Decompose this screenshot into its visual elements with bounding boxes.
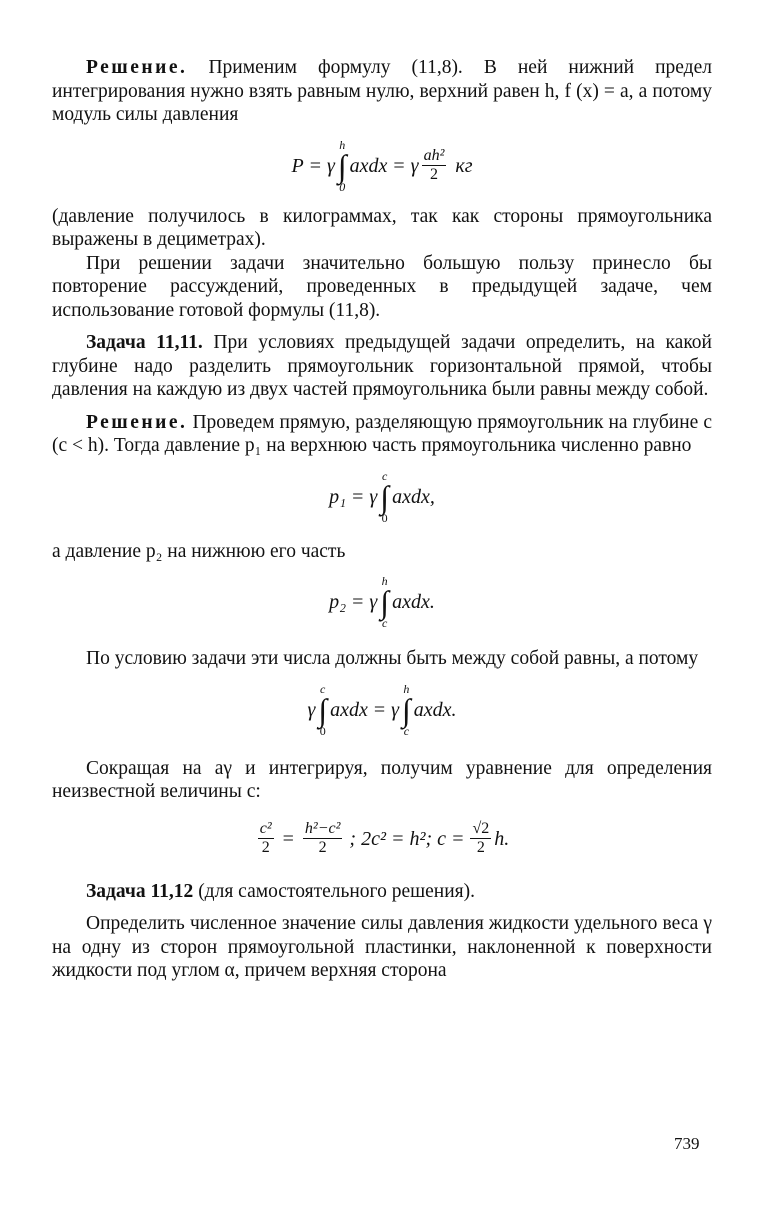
fraction-numerator: √2	[472, 820, 490, 837]
integral-sign-icon: ∫	[318, 691, 328, 728]
integrand: axdx,	[392, 485, 435, 508]
gamma-symbol: γ	[391, 698, 400, 721]
integral-sign-icon: ∫	[380, 478, 390, 515]
fraction-numerator: ah²	[423, 147, 445, 164]
integrand: axdx.	[392, 591, 435, 613]
problem-11-11	[52, 331, 712, 402]
gamma-symbol: γ	[307, 698, 316, 721]
equation-middle: ; 2c² = h²; c =	[349, 827, 465, 850]
integrand: axdx	[349, 154, 388, 177]
problem-text: (для самостоятельного решения).	[193, 880, 475, 902]
gamma-symbol: γ	[369, 485, 378, 508]
fraction-denominator: 2	[429, 166, 438, 183]
integral-lower: c	[382, 616, 388, 630]
page-number: 739	[674, 1134, 700, 1153]
integrand: axdx.	[413, 698, 457, 721]
solution-paragraph-1	[52, 56, 712, 127]
formula-p1: p₁ = γ c ∫ 0 axdx,	[329, 468, 435, 525]
integral	[380, 470, 389, 524]
fraction-numerator: c²	[259, 820, 272, 837]
integral	[380, 575, 389, 629]
unit: кг	[455, 154, 473, 177]
problem-text: При условиях предыдущей задачи определить, на какой глубине надо разделить прямоугольник горизонтальной прямой, чтобы давления на каждую из двух частей прямоугольника были равны между собой.	[52, 332, 712, 400]
formula-lhs: p₁	[329, 485, 347, 508]
paragraph-condition: По условию задачи эти числа должны быть между собой равны, а потому	[86, 648, 699, 669]
integral-sign-icon: ∫	[337, 147, 347, 184]
fraction	[258, 821, 274, 856]
integral	[338, 139, 347, 193]
solution-text: Применим формулу (11,8). В ней нижний предел интегрирования нужно взять равным нулю, верхний равен h, f (x) = a, а потому модуль силы давления	[52, 57, 712, 125]
solution-paragraph-2	[52, 411, 712, 458]
formula-pressure-force: P = γ h ∫ 0 axdx = γ $\frac{\text{ah²}}{2}$ кг	[291, 137, 473, 194]
problem-11-12	[52, 880, 712, 904]
gamma-symbol: γ	[326, 154, 335, 177]
formula-p2: p₂ = γ h ∫ c axdx.	[329, 574, 435, 630]
solution-text: Проведем прямую, разделяющую прямоугольник на глубине c (c < h). Тогда давление p₁ на верхнюю часть прямоугольника численно равно	[52, 411, 712, 456]
integral-sign-icon: ∫	[402, 691, 411, 728]
gamma-symbol: γ	[369, 591, 378, 613]
equation-tail: h.	[494, 827, 510, 850]
paragraph-remark: При решении задачи значительно большую пользу принесло бы повторение рассуждений, проведенных в предыдущей задаче, чем использование готовой формулы (11,8).	[52, 252, 712, 321]
formula-lhs: p₂	[329, 591, 347, 613]
paragraph-lower-part: а давление p₂ на нижнюю его часть	[52, 540, 346, 562]
page-content	[52, 56, 712, 983]
fraction	[303, 821, 343, 856]
fraction	[470, 821, 491, 856]
solution-label: Решение.	[86, 57, 188, 78]
gamma-symbol: γ	[410, 154, 419, 177]
problem-label: Задача 11,11.	[86, 332, 203, 353]
paragraph-reduce: Сокращая на aγ и интегрируя, получим уравнение для определения неизвестной величины c:	[52, 757, 712, 802]
integral-upper: h	[381, 574, 388, 588]
integral-upper: h	[339, 137, 346, 152]
fraction-denominator: 2	[476, 839, 485, 856]
integral-lower: 0	[319, 723, 326, 738]
paragraph-units: (давление получилось в килограммах, так как стороны прямоугольника выражены в дециметрах).	[52, 205, 712, 250]
fraction-denominator: 2	[318, 839, 327, 856]
integral-lower: 0	[381, 510, 388, 525]
integral-upper: c	[382, 468, 388, 483]
fraction	[422, 148, 447, 183]
formula-lhs: P	[291, 154, 304, 177]
integral-upper: h	[403, 681, 410, 696]
problem-label: Задача 11,12	[86, 880, 194, 902]
solution-label: Решение.	[86, 411, 188, 433]
formula-eq: =	[309, 154, 321, 177]
integral-lower: c	[403, 723, 410, 738]
integral-lower: 0	[339, 179, 346, 194]
integral-upper: c	[320, 681, 326, 696]
formula-equality: γ c ∫ 0 axdx = γ h ∫ c axdx.	[307, 681, 457, 738]
fraction-numerator: h²−c²	[304, 820, 341, 837]
fraction-denominator: 2	[261, 839, 270, 856]
integral	[318, 683, 327, 737]
integral-sign-icon: ∫	[380, 584, 390, 620]
paragraph-problem-statement: Определить численное значение силы давления жидкости удельного веса γ на одну из сторон прямоугольной пластинки, наклоненной к поверхности жидкости под углом α, причем верхняя сторона	[52, 913, 712, 981]
integrand: axdx	[330, 698, 368, 721]
integral	[402, 683, 411, 737]
formula-solution-c: $\frac{\text{c²}}{2}$ = $\frac{\text{h²−c²}}{2}$ ; 2c² = h²; c = $\frac{√2}{2}$ h.	[259, 820, 510, 856]
